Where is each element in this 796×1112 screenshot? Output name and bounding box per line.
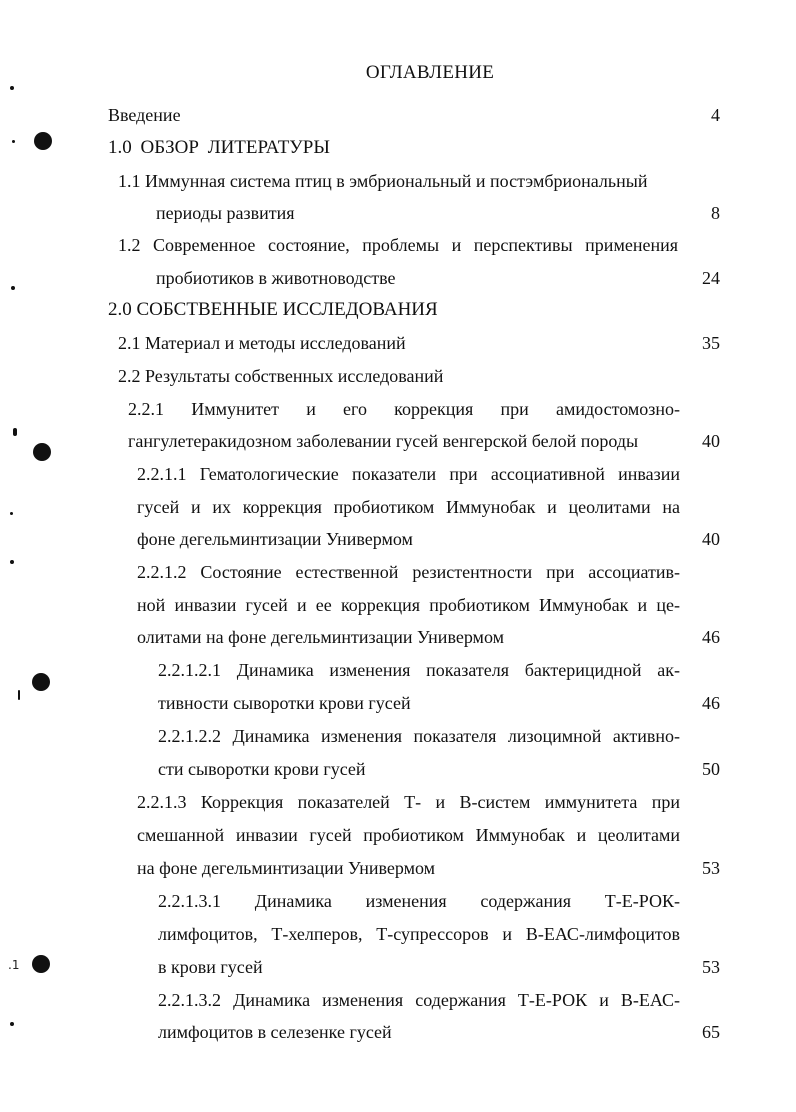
toc-entry-2-2: 2.2 Результаты собственных исследований [118, 366, 444, 386]
scan-speck [10, 86, 14, 90]
toc-entry-2-2-1-3-1-cont: в крови гусей [158, 957, 263, 977]
binding-hole-1 [34, 132, 52, 150]
scan-speck [18, 690, 20, 700]
toc-entry-2-2-1-3-2: 2.2.1.3.2 Динамика изменения содержания Т-Е-РОК и В-ЕАС- [158, 990, 680, 1010]
toc-entry-2-2-1-2-2-cont: сти сыворотки крови гусей [158, 759, 366, 779]
scan-speck [12, 140, 15, 143]
toc-heading-own-research: 2.0 СОБСТВЕННЫЕ ИССЛЕДОВАНИЯ [108, 299, 438, 320]
toc-page-number: 46 [702, 627, 720, 647]
toc-entry-2-2-1-3: 2.2.1.3 Коррекция показателей Т- и В-систем иммунитета при [137, 792, 680, 812]
toc-entry-2-2-1-1-cont: гусей и их коррекция пробиотиком Иммунобак и цеолитами на [137, 497, 680, 517]
toc-page-number: 53 [702, 957, 720, 977]
binding-hole-4 [32, 955, 50, 973]
toc-page-number: 65 [702, 1022, 720, 1042]
toc-page-number: 53 [702, 858, 720, 878]
toc-entry-2-2-1-2-1: 2.2.1.2.1 Динамика изменения показателя бактерицидной ак- [158, 660, 680, 680]
toc-entry-2-2-1-2-2: 2.2.1.2.2 Динамика изменения показателя лизоцимной активно- [158, 726, 680, 746]
toc-page-number: 46 [702, 693, 720, 713]
toc-entry-1-1: 1.1 Иммунная система птиц в эмбриональный и постэмбриональный [118, 171, 648, 191]
toc-entry-1-1-cont: периоды развития [156, 203, 295, 223]
toc-page-number: 4 [711, 105, 720, 125]
toc-title: ОГЛАВЛЕНИЕ [365, 62, 495, 83]
toc-entry-2-2-1: 2.2.1 Иммунитет и его коррекция при амидостомозно- [128, 399, 680, 419]
toc-entry-1-2: 1.2 Современное состояние, проблемы и перспективы применения [118, 235, 678, 255]
toc-heading-literature-review: 1.0 ОБЗОР ЛИТЕРАТУРЫ [108, 137, 330, 158]
binding-hole-2 [33, 443, 51, 461]
scan-speck [10, 512, 13, 515]
toc-entry-2-1: 2.1 Материал и методы исследований [118, 333, 406, 353]
toc-page-number: 8 [711, 203, 720, 223]
toc-entry-2-2-1-2-cont: олитами на фоне дегельминтизации Универмом [137, 627, 504, 647]
toc-page-number: 50 [702, 759, 720, 779]
toc-entry-2-2-1-2: 2.2.1.2 Состояние естественной резистентности при ассоциатив- [137, 562, 680, 582]
toc-page-number: 40 [702, 529, 720, 549]
toc-page-number: 24 [702, 268, 720, 288]
toc-page-number: 40 [702, 431, 720, 451]
toc-page-number: 35 [702, 333, 720, 353]
toc-entry-introduction: Введение [108, 105, 181, 125]
toc-entry-2-2-1-1: 2.2.1.1 Гематологические показатели при ассоциативной инвазии [137, 464, 680, 484]
toc-entry-2-2-1-3-cont: на фоне дегельминтизации Универмом [137, 858, 436, 878]
toc-entry-2-2-1-1-cont: фоне дегельминтизации Универмом [137, 529, 413, 549]
toc-entry-1-2-cont: пробиотиков в животноводстве [156, 268, 396, 288]
scan-speck [10, 1022, 14, 1026]
toc-entry-2-2-1-cont: гангулетеракидозном заболевании гусей венгерской белой породы [128, 431, 639, 451]
toc-entry-2-2-1-3-1-cont: лимфоцитов, Т-хелперов, Т-супрессоров и В-ЕАС-лимфоцитов [158, 924, 680, 944]
toc-entry-2-2-1-2-cont: ной инвазии гусей и ее коррекция пробиотиком Иммунобак и це- [137, 595, 680, 615]
scan-speck [13, 428, 17, 436]
toc-entry-2-2-1-3-2-cont: лимфоцитов в селезенке гусей [158, 1022, 392, 1042]
scan-mark: .1 [8, 958, 20, 972]
toc-entry-2-2-1-3-1: 2.2.1.3.1 Динамика изменения содержания Т-Е-РОК- [158, 891, 680, 911]
toc-entry-2-2-1-2-1-cont: тивности сыворотки крови гусей [158, 693, 411, 713]
scan-speck [11, 286, 15, 290]
scan-speck [10, 560, 14, 564]
toc-entry-2-2-1-3-cont: смешанной инвазии гусей пробиотиком Иммунобак и цеолитами [137, 825, 680, 845]
binding-hole-3 [32, 673, 50, 691]
